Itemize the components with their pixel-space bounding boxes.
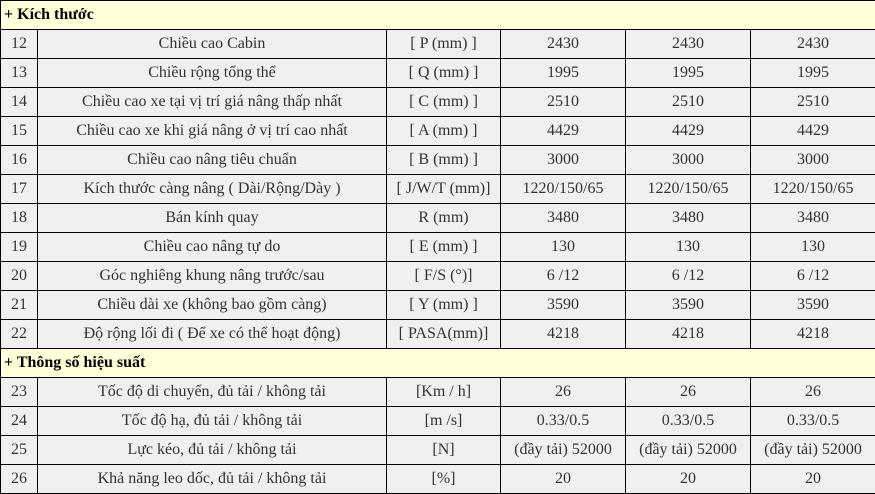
description-cell: Tốc độ di chuyển, đủ tải / không tải	[38, 378, 387, 407]
unit-cell: [ J/W/T (mm)]	[387, 175, 501, 204]
section-header-row	[1, 349, 875, 378]
spec-row	[1, 204, 875, 233]
value-cell: 2510	[751, 88, 875, 117]
value-cell: 3480	[751, 204, 875, 233]
value-cell: (đầy tải) 52000	[626, 436, 751, 465]
spec-row	[1, 59, 875, 88]
value-cell: 2510	[501, 88, 626, 117]
spec-row	[1, 291, 875, 320]
value-cell: (đầy tải) 52000	[751, 436, 875, 465]
value-cell: 20	[751, 465, 875, 494]
value-cell: 1995	[751, 59, 875, 88]
value-cell: 26	[626, 378, 751, 407]
spec-row	[1, 407, 875, 436]
value-cell: 26	[751, 378, 875, 407]
value-cell: 1220/150/65	[751, 175, 875, 204]
row-number-cell: 26	[1, 465, 38, 494]
description-cell: Chiều cao xe tại vị trí giá nâng thấp nhất	[38, 88, 387, 117]
unit-cell: [ Q (mm) ]	[387, 59, 501, 88]
value-cell: 0.33/0.5	[501, 407, 626, 436]
row-number-cell: 17	[1, 175, 38, 204]
spec-row	[1, 233, 875, 262]
description-cell: Khả năng leo dốc, đủ tải / không tải	[38, 465, 387, 494]
value-cell: 6 /12	[626, 262, 751, 291]
value-cell: 2430	[501, 30, 626, 59]
value-cell: 3000	[626, 146, 751, 175]
value-cell: 20	[501, 465, 626, 494]
value-cell: 3590	[751, 291, 875, 320]
value-cell: 3480	[626, 204, 751, 233]
spec-row	[1, 465, 875, 494]
description-cell: Chiều cao xe khi giá nâng ở vị trí cao nhất	[38, 117, 387, 146]
value-cell: 1995	[501, 59, 626, 88]
value-cell: 4218	[501, 320, 626, 349]
description-cell: Chiều cao nâng tiêu chuẩn	[38, 146, 387, 175]
section-header[interactable]: + Kích thước	[1, 1, 875, 30]
value-cell: 1220/150/65	[501, 175, 626, 204]
unit-cell: [ PASA(mm)]	[387, 320, 501, 349]
description-cell: Góc nghiêng khung nâng trước/sau	[38, 262, 387, 291]
unit-cell: [ A (mm) ]	[387, 117, 501, 146]
spec-row	[1, 175, 875, 204]
description-cell: Chiều cao Cabin	[38, 30, 387, 59]
value-cell: 3590	[626, 291, 751, 320]
spec-row	[1, 117, 875, 146]
unit-cell: [ P (mm) ]	[387, 30, 501, 59]
row-number-cell: 16	[1, 146, 38, 175]
value-cell: (đầy tải) 52000	[501, 436, 626, 465]
row-number-cell: 25	[1, 436, 38, 465]
value-cell: 1995	[626, 59, 751, 88]
row-number-cell: 22	[1, 320, 38, 349]
value-cell: 3000	[501, 146, 626, 175]
value-cell: 4429	[501, 117, 626, 146]
value-cell: 26	[501, 378, 626, 407]
row-number-cell: 13	[1, 59, 38, 88]
unit-cell: R (mm)	[387, 204, 501, 233]
spec-row	[1, 146, 875, 175]
unit-cell: [ B (mm) ]	[387, 146, 501, 175]
description-cell: Chiều dài xe (không bao gồm càng)	[38, 291, 387, 320]
unit-cell: [ C (mm) ]	[387, 88, 501, 117]
value-cell: 3000	[751, 146, 875, 175]
spec-row	[1, 320, 875, 349]
row-number-cell: 20	[1, 262, 38, 291]
value-cell: 4429	[751, 117, 875, 146]
unit-cell: [Km / h]	[387, 378, 501, 407]
spec-row	[1, 30, 875, 59]
row-number-cell: 15	[1, 117, 38, 146]
value-cell: 2430	[626, 30, 751, 59]
description-cell: Lực kéo, đủ tải / không tải	[38, 436, 387, 465]
description-cell: Tốc độ hạ, đủ tải / không tải	[38, 407, 387, 436]
description-cell: Bán kính quay	[38, 204, 387, 233]
value-cell: 4218	[626, 320, 751, 349]
value-cell: 6 /12	[501, 262, 626, 291]
unit-cell: [m /s]	[387, 407, 501, 436]
row-number-cell: 14	[1, 88, 38, 117]
value-cell: 4218	[751, 320, 875, 349]
row-number-cell: 19	[1, 233, 38, 262]
section-header-row	[1, 1, 875, 30]
unit-cell: [ Y (mm) ]	[387, 291, 501, 320]
value-cell: 2430	[751, 30, 875, 59]
value-cell: 0.33/0.5	[626, 407, 751, 436]
description-cell: Độ rộng lối đi ( Để xe có thể hoạt động)	[38, 320, 387, 349]
spec-table-body	[1, 1, 875, 494]
spec-row	[1, 88, 875, 117]
value-cell: 20	[626, 465, 751, 494]
value-cell: 1220/150/65	[626, 175, 751, 204]
row-number-cell: 23	[1, 378, 38, 407]
value-cell: 130	[751, 233, 875, 262]
section-header[interactable]: + Thông số hiệu suất	[1, 349, 875, 378]
value-cell: 130	[626, 233, 751, 262]
description-cell: Chiều rộng tổng thể	[38, 59, 387, 88]
value-cell: 0.33/0.5	[751, 407, 875, 436]
description-cell: Chiều cao nâng tự do	[38, 233, 387, 262]
spec-row	[1, 262, 875, 291]
value-cell: 3590	[501, 291, 626, 320]
unit-cell: [N]	[387, 436, 501, 465]
row-number-cell: 12	[1, 30, 38, 59]
value-cell: 6 /12	[751, 262, 875, 291]
value-cell: 2510	[626, 88, 751, 117]
value-cell: 3480	[501, 204, 626, 233]
description-cell: Kích thước càng nâng ( Dài/Rộng/Dày )	[38, 175, 387, 204]
row-number-cell: 21	[1, 291, 38, 320]
spec-row	[1, 436, 875, 465]
spec-row	[1, 378, 875, 407]
row-number-cell: 18	[1, 204, 38, 233]
row-number-cell: 24	[1, 407, 38, 436]
unit-cell: [ F/S (°)]	[387, 262, 501, 291]
value-cell: 4429	[626, 117, 751, 146]
value-cell: 130	[501, 233, 626, 262]
unit-cell: [%]	[387, 465, 501, 494]
unit-cell: [ E (mm) ]	[387, 233, 501, 262]
